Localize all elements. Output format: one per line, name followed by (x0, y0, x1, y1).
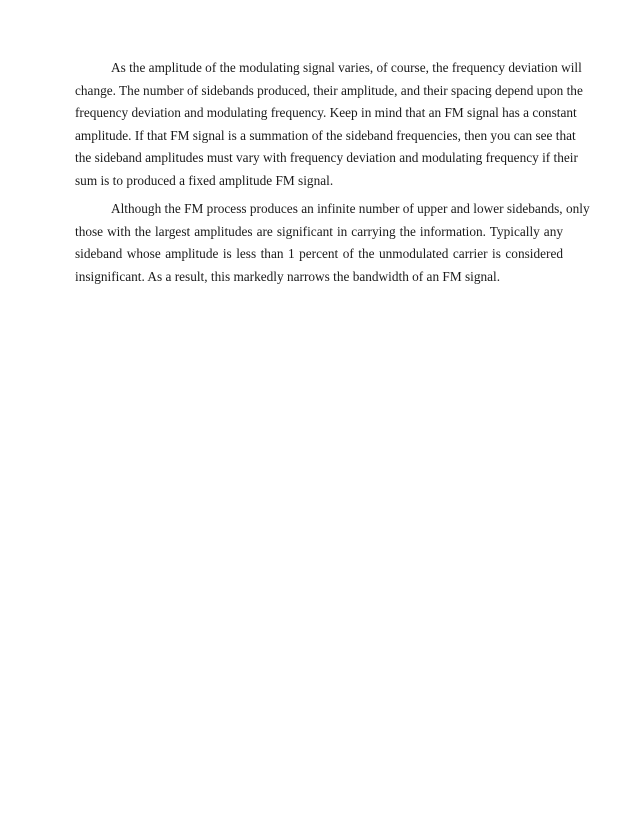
paragraph-2 (75, 198, 590, 288)
paragraph-line: frequency deviation and modulating frequency. Keep in mind that an FM signal has a constant (75, 105, 577, 120)
paragraph-line: Although the FM process produces an infinite number of upper and lower sidebands, only (111, 201, 590, 216)
paragraph-line: those with the largest amplitudes are significant in carrying the information. Typically any (75, 223, 563, 239)
document-body (75, 57, 590, 288)
paragraph-line: sideband whose amplitude is less than 1 percent of the unmodulated carrier is considered (75, 246, 563, 261)
paragraph-line: the sideband amplitudes must vary with frequency deviation and modulating frequency if their (75, 150, 578, 165)
paragraph-line: change. The number of sidebands produced, their amplitude, and their spacing depend upon the (75, 82, 583, 98)
paragraph-line: amplitude. If that FM signal is a summation of the sideband frequencies, then you can see that (75, 127, 576, 143)
paragraph-line: insignificant. As a result, this markedly narrows the bandwidth of an FM signal. (75, 268, 501, 284)
paragraph-line: sum is to produced a fixed amplitude FM signal. (75, 172, 334, 188)
paragraph-line: As the amplitude of the modulating signal varies, of course, the frequency deviation will (111, 60, 582, 75)
paragraph-1 (75, 57, 583, 192)
